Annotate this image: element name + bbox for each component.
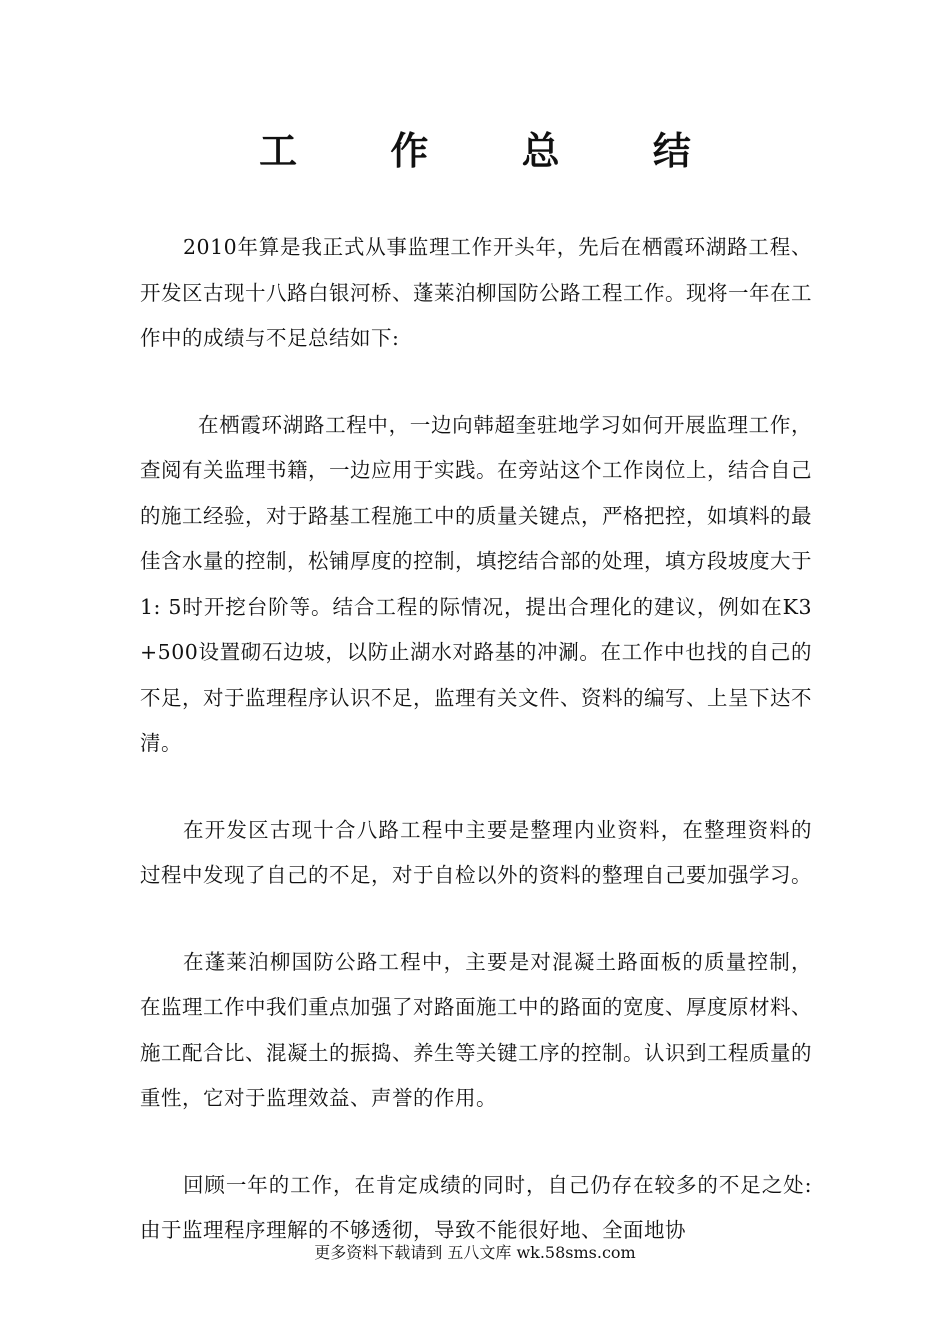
document-body xyxy=(140,225,812,1295)
paragraph-kaifaqu-project: 在开发区古现十合八路工程中主要是整理内业资料，在整理资料的过程中发现了自己的不足，对于自检以外的资料的整理自己要加强学习。 xyxy=(140,817,812,887)
document-title: 工 作 总 结 xyxy=(259,128,731,173)
paragraph-penglai-project: 在蓬莱泊柳国防公路工程中，主要是对混凝土路面板的质量控制，在监理工作中我们重点加强了对路面施工中的路面的宽度、厚度原材料、施工配合比、混凝土的振捣、养生等关键工序的控制。认识到工程质量的重性，它对于监理效益、声誉的作用。 xyxy=(140,949,812,1110)
paragraph-review: 回顾一年的工作，在肯定成绩的同时，自己仍存在较多的不足之处: 由于监理程序理解的不够透彻，导致不能很好地、全面地协 xyxy=(140,1172,812,1242)
paragraph-qixia-project: 在栖霞环湖路工程中，一边向韩超奎驻地学习如何开展监理工作，查阅有关监理书籍，一边应用于实践。在旁站这个工作岗位上，结合自己的施工经验，对于路基工程施工中的质量关键点，严格把控，如填料的最佳含水量的控制，松铺厚度的控制，填挖结合部的处理，填方段坡度大于1: 5时开挖台阶等。结合工程的际情况，提出合理化的建议，例如在K3+500设置砌石边坡，以防止湖水对路基的冲涮。在工作中也找的自己的不足，对于监理程序认识不足，监理有关文件、资料的编写、上呈下达不清。 xyxy=(140,412,812,755)
footer-download-note: 更多资料下载请到 五八文库 wk.58sms.com xyxy=(314,1243,636,1262)
paragraph-intro: 2010年算是我正式从事监理工作开头年，先后在栖霞环湖路工程、开发区古现十八路白银河桥、蓬莱泊柳国防公路工程工作。现将一年在工作中的成绩与不足总结如下: xyxy=(140,235,812,350)
